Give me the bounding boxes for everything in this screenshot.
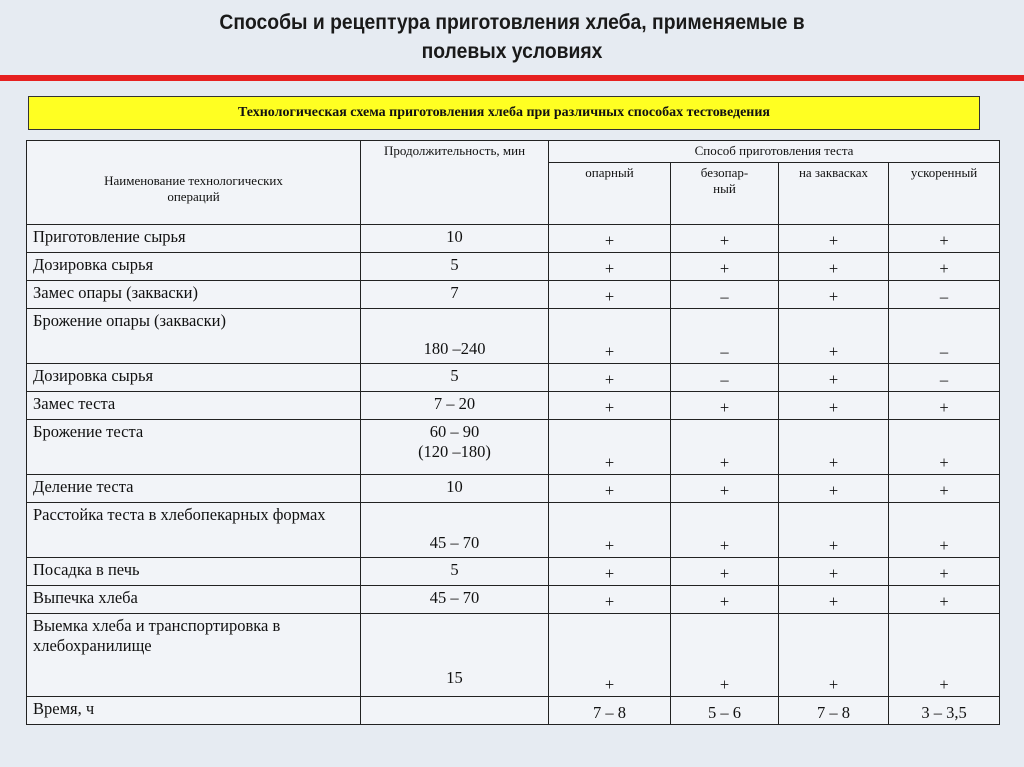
method-mark: + — [549, 475, 671, 503]
header-duration: Продолжительность, мин — [361, 141, 549, 225]
method-mark: + — [549, 503, 671, 558]
method-mark: – — [671, 281, 779, 309]
operation-name: Приготовление сырья — [27, 225, 361, 253]
table-row — [27, 281, 1000, 309]
operation-duration: 45 – 70 — [361, 503, 549, 558]
table-row — [27, 309, 1000, 364]
table-row — [27, 392, 1000, 420]
method-mark: + — [549, 614, 671, 697]
method-mark: – — [889, 364, 1000, 392]
table-row — [27, 225, 1000, 253]
operation-duration: 10 — [361, 225, 549, 253]
slide-title-line-1: Способы и рецептура приготовления хлеба, применяемые в — [219, 11, 805, 34]
method-mark: + — [671, 475, 779, 503]
table-row — [27, 697, 1000, 725]
header-method-uskorenny: ускоренный — [889, 163, 1000, 225]
operation-name: Расстойка теста в хлебопекарных формах — [27, 503, 361, 558]
method-mark: + — [889, 253, 1000, 281]
method-mark: + — [549, 309, 671, 364]
method-mark: 7 – 8 — [549, 697, 671, 725]
method-mark: + — [549, 225, 671, 253]
operation-duration: 10 — [361, 475, 549, 503]
operation-name: Выпечка хлеба — [27, 586, 361, 614]
method-mark: – — [889, 309, 1000, 364]
method-mark: + — [671, 503, 779, 558]
operation-duration: 5 — [361, 558, 549, 586]
title-divider — [0, 75, 1024, 81]
subtitle-banner — [28, 96, 980, 130]
method-mark: + — [889, 503, 1000, 558]
operation-name: Время, ч — [27, 697, 361, 725]
operation-name: Замес теста — [27, 392, 361, 420]
subtitle-text: Технологическая схема приготовления хлеба при различных способах тестоведения — [237, 105, 770, 120]
method-mark: + — [779, 225, 889, 253]
method-mark: + — [889, 475, 1000, 503]
method-mark: + — [779, 281, 889, 309]
method-mark: + — [889, 558, 1000, 586]
method-mark: + — [779, 558, 889, 586]
method-mark: + — [549, 281, 671, 309]
method-mark: + — [549, 586, 671, 614]
operation-name: Деление теста — [27, 475, 361, 503]
method-mark: + — [549, 392, 671, 420]
table-row — [27, 558, 1000, 586]
method-mark: + — [671, 392, 779, 420]
operation-name: Брожение опары (закваски) — [27, 309, 361, 364]
method-mark: + — [779, 253, 889, 281]
operation-duration: 180 –240 — [361, 309, 549, 364]
header-method-zakvaska: на заквасках — [779, 163, 889, 225]
method-mark: + — [671, 614, 779, 697]
method-mark: – — [671, 309, 779, 364]
header-method-oparny: опарный — [549, 163, 671, 225]
table-row — [27, 503, 1000, 558]
header-method-bezoparny: безопар- ный — [671, 163, 779, 225]
operation-duration: 7 — [361, 281, 549, 309]
method-mark: + — [779, 309, 889, 364]
method-mark: + — [779, 586, 889, 614]
method-mark: + — [779, 392, 889, 420]
table-row — [27, 364, 1000, 392]
operation-name: Дозировка сырья — [27, 253, 361, 281]
method-mark: + — [671, 225, 779, 253]
method-mark: + — [779, 614, 889, 697]
method-mark: + — [549, 558, 671, 586]
method-mark: + — [671, 420, 779, 475]
header-operations: Наименование технологических операций — [27, 141, 361, 225]
method-mark: 5 – 6 — [671, 697, 779, 725]
method-mark: + — [671, 253, 779, 281]
process-table — [26, 140, 1000, 725]
table-row — [27, 475, 1000, 503]
method-mark: + — [889, 614, 1000, 697]
method-mark: + — [549, 253, 671, 281]
method-mark: + — [889, 225, 1000, 253]
operation-duration: 7 – 20 — [361, 392, 549, 420]
slide-title — [41, 8, 983, 66]
method-mark: + — [671, 586, 779, 614]
method-mark: + — [549, 420, 671, 475]
table-row — [27, 586, 1000, 614]
method-mark: 3 – 3,5 — [889, 697, 1000, 725]
method-mark: + — [779, 364, 889, 392]
method-mark: – — [671, 364, 779, 392]
operation-name: Посадка в печь — [27, 558, 361, 586]
operation-name: Выемка хлеба и транспортировка в хлебохранилище — [27, 614, 361, 697]
operation-duration: 5 — [361, 253, 549, 281]
method-mark: 7 – 8 — [779, 697, 889, 725]
method-mark: – — [889, 281, 1000, 309]
operation-name: Дозировка сырья — [27, 364, 361, 392]
operation-duration: 60 – 90 (120 –180) — [361, 420, 549, 475]
table-row — [27, 614, 1000, 697]
table-row — [27, 420, 1000, 475]
slide-title-line-2: полевых условиях — [421, 40, 603, 63]
operation-name: Замес опары (закваски) — [27, 281, 361, 309]
method-mark: + — [779, 503, 889, 558]
method-mark: + — [779, 420, 889, 475]
table-row — [27, 253, 1000, 281]
operation-duration: 45 – 70 — [361, 586, 549, 614]
header-method-group: Способ приготовления теста — [549, 141, 1000, 163]
method-mark: + — [779, 475, 889, 503]
method-mark: + — [889, 420, 1000, 475]
operation-duration: 15 — [361, 614, 549, 697]
operation-duration: 5 — [361, 364, 549, 392]
method-mark: + — [889, 586, 1000, 614]
method-mark: + — [889, 392, 1000, 420]
method-mark: + — [671, 558, 779, 586]
method-mark: + — [549, 364, 671, 392]
operation-name: Брожение теста — [27, 420, 361, 475]
operation-duration — [361, 697, 549, 725]
